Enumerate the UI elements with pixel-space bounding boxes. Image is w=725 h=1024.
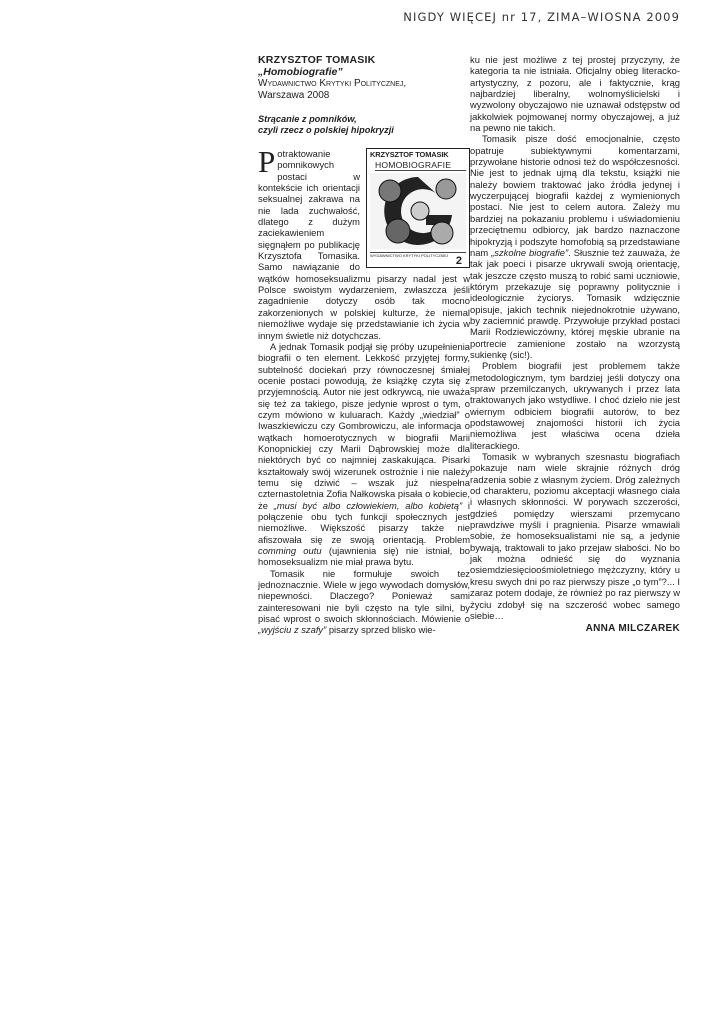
paragraph-2-text-b: i połączenie obu tych funkcji społecznych jest niemożliwe. Większość pisarzy także nie afiszowała się ze swoją orientacją. Problem (258, 499, 471, 545)
paragraph-6: Tomasik w wybranych szesnastu biografiach pokazuje nam wiele skrajnie różnych dróg radzenia sobie z własnym życiem. Dróg zależnych od charakteru, poziomu akceptacji własnego ciała i własnych skłonności. W porywach szczerości, gdzieś pomiędzy wierszami przemycano prawdziwe myśli i pragnienia. Pisarze wmawiali sobie, że homoseksualistami nie są, a jedynie bywają, traktowali to jako przejaw słabości. No bo jak można odnieść się do wyznania osiemdziesięcioośmioletniego mężczyzny, który u kresu swych dni po raz pierwszy pisze „o tym”?... I zaraz potem dodaje, że również po raz pierwszy w życiu zdobył się na szczerość wobec samego siebie… (470, 451, 680, 621)
book-cover-image (366, 148, 470, 268)
paragraph-3-tail: ku nie jest możliwe z tej prostej przyczyny, że kategoria ta nie istniała. Oficjalny obieg literacko-artystyczny, z pozoru, ale i faktycznie, krąg najbardziej liberalny, wolnomyślicielski i wyzwolony obyczajowo nie uznawał odstępstw od jakkolwiek pojmowanej normy obyczajowej, a już na pewno nie takich. (470, 54, 680, 134)
cover-author: KRZYSZTOF TOMASIK (370, 150, 449, 159)
place-year: Warszawa 2008 (258, 89, 330, 101)
paragraph-4-text-a: Tomasik pisze dość emocjonalnie, często opatruje subiektywnymi komentarzami, przywołane historie odnosi też do współczesności. Nie jest to jednak ujmą dla tekstu, książki nie należy bowiem traktować jako źródła jedynej i wyczerpującej biografii każdej z wymienionych postaci. Nie jest to celem autora. Zależy mu bardziej na pokazaniu problemu i uświadomieniu przeciętnemu odbiorcy, jak bardzo naznaczone hipokryzją i podszyte homofobią są przedstawiane nam (470, 133, 680, 258)
lead-paragraph-block (258, 144, 470, 341)
publisher (258, 78, 470, 90)
cover-series-number: 2 (455, 255, 462, 267)
paragraph-2-term: comming outu (258, 545, 322, 557)
paragraph-3-quote: „wyjściu z szafy” (258, 624, 327, 636)
paragraph-2 (258, 341, 470, 568)
review-author: KRZYSZTOF TOMASIK (258, 54, 376, 66)
publisher-name: Wydawnictwo Krytyki Politycznej, (258, 78, 407, 89)
paragraph-3-text-a: Tomasik nie formułuje swoich tez jednoznacznie. Wiele w jego wywodach domysłów, niepewności. Dlaczego? Ponieważ sami zainteresowani nie byli często na tyle silni, by pisać wprost o swoich skłonnościach. Mówienie o (258, 567, 470, 625)
book-title: „Homobiografie” (258, 65, 343, 78)
paragraph-2-text-a: A jednak Tomasik podjął się próby uzupełnienia biografii o ten element. Lekkość przyjętej formy, subtelność dociekań przy równoczesnej śmiałej ocenie postaci powodują, że książkę czyta się z przyjemnością. Autor nie jest odkrywcą, nie uważa się też za takiego, pisze jedynie wprost o tym, o czym mówiono w kuluarach. Każdy „wiedział” o Iwaszkiewiczu czy Gombrowiczu, ale informacja o wątkach homoerotycznych w biografii Marii Konopnickiej czy Marii Dąbrowskiej może dla niektórych być co najmniej zaskakująca. Pisarki kształtowały swój wizerunek ostrożnie i nie należy temu się dziwić – wszak już niespełna czternastoletnia Zofia Nałkowska pisała o kobiecie, że (258, 340, 470, 511)
reviewer-signature: ANNA MILCZAREK (585, 623, 680, 635)
cover-footer (370, 252, 466, 265)
subheading-line-1: Strącanie z pomników, (258, 113, 357, 124)
cover-portraits-illustration (370, 173, 466, 249)
cover-title: HOMOBIOGRAFIE (375, 160, 466, 171)
paragraph-4-quote: „szkolne biografie” (491, 246, 569, 258)
paragraph-1-text: otraktowanie pomnikowych postaci w kontekście ich orientacji seksualnej zakrawa na nie lada zuchwałość, dlatego z dużym zaciekawieniem sięgnąłem po publikację Krzysztofa Tomasika. Samo nawiązanie do wątków homoseksualizmu pisarzy nadal jest w Polsce swoistym wydarzeniem, zwłaszcza jeśli zagadnienie dotyczy osób tak mocno zakorzenionych w polskiej kulturze, że niemal niemożliwe wydaje się przedstawianie ich życia w innym świetle niż dotychczas. (258, 148, 470, 341)
drop-cap: P (258, 144, 276, 179)
paragraph-4-text-b: . Słusznie też zauważa, że tak jak poeci i pisarze ukrywali swoją orientację, tak jeszcze często muszą to robić sami uczniowie, którym przekazuje się poprawny politycznie i ideologicznie życiorys. Tomasik wdzięcznie opisuje, jakich technik niejednokrotnie używano, by zaciemnić prawdę. Przywołuje przykład postaci Marii Rodziewiczówny, której męskie ubranie na portrecie zamienione zostało na wzorzystą sukienkę (sic!). (470, 246, 680, 360)
paragraph-3-start (258, 568, 470, 636)
subheading (258, 114, 470, 136)
magazine-header: NIGDY WIĘCEJ nr 17, ZIMA–WIOSNA 2009 (403, 10, 680, 24)
paragraph-4 (470, 133, 680, 360)
left-column (258, 55, 470, 636)
paragraph-3-end (470, 54, 680, 133)
subheading-line-2: czyli rzecz o polskiej hipokryzji (258, 124, 394, 135)
paragraph-3-continued-marker: pisarzy sprzed blisko wie- (326, 624, 436, 636)
paragraph-5: Problem biografii jest problemem także metodologicznym, tym bardziej jeśli dotyczy ona spraw przemilczanych, ukrywanych i przez lata traktowanych jako wstydliwe. I choć dzieło nie jest wiernym odbiciem biografii autorów, to bez podstawowej znajomości historii ich życia niemożliwa jest właściwa ocena dzieła literackiego. (470, 360, 680, 451)
paragraph-2-text-c: (ujawnienia się) nie istniał, bo homoseksualizm nie miał prawa bytu. (258, 545, 470, 568)
right-column (470, 54, 680, 635)
paragraph-2-quote: „musi być albo człowiekiem, albo kobietą” (273, 499, 463, 511)
cover-publisher-strip: WYDAWNICTWO KRYTYKI POLITYCZNEJ (370, 253, 449, 258)
